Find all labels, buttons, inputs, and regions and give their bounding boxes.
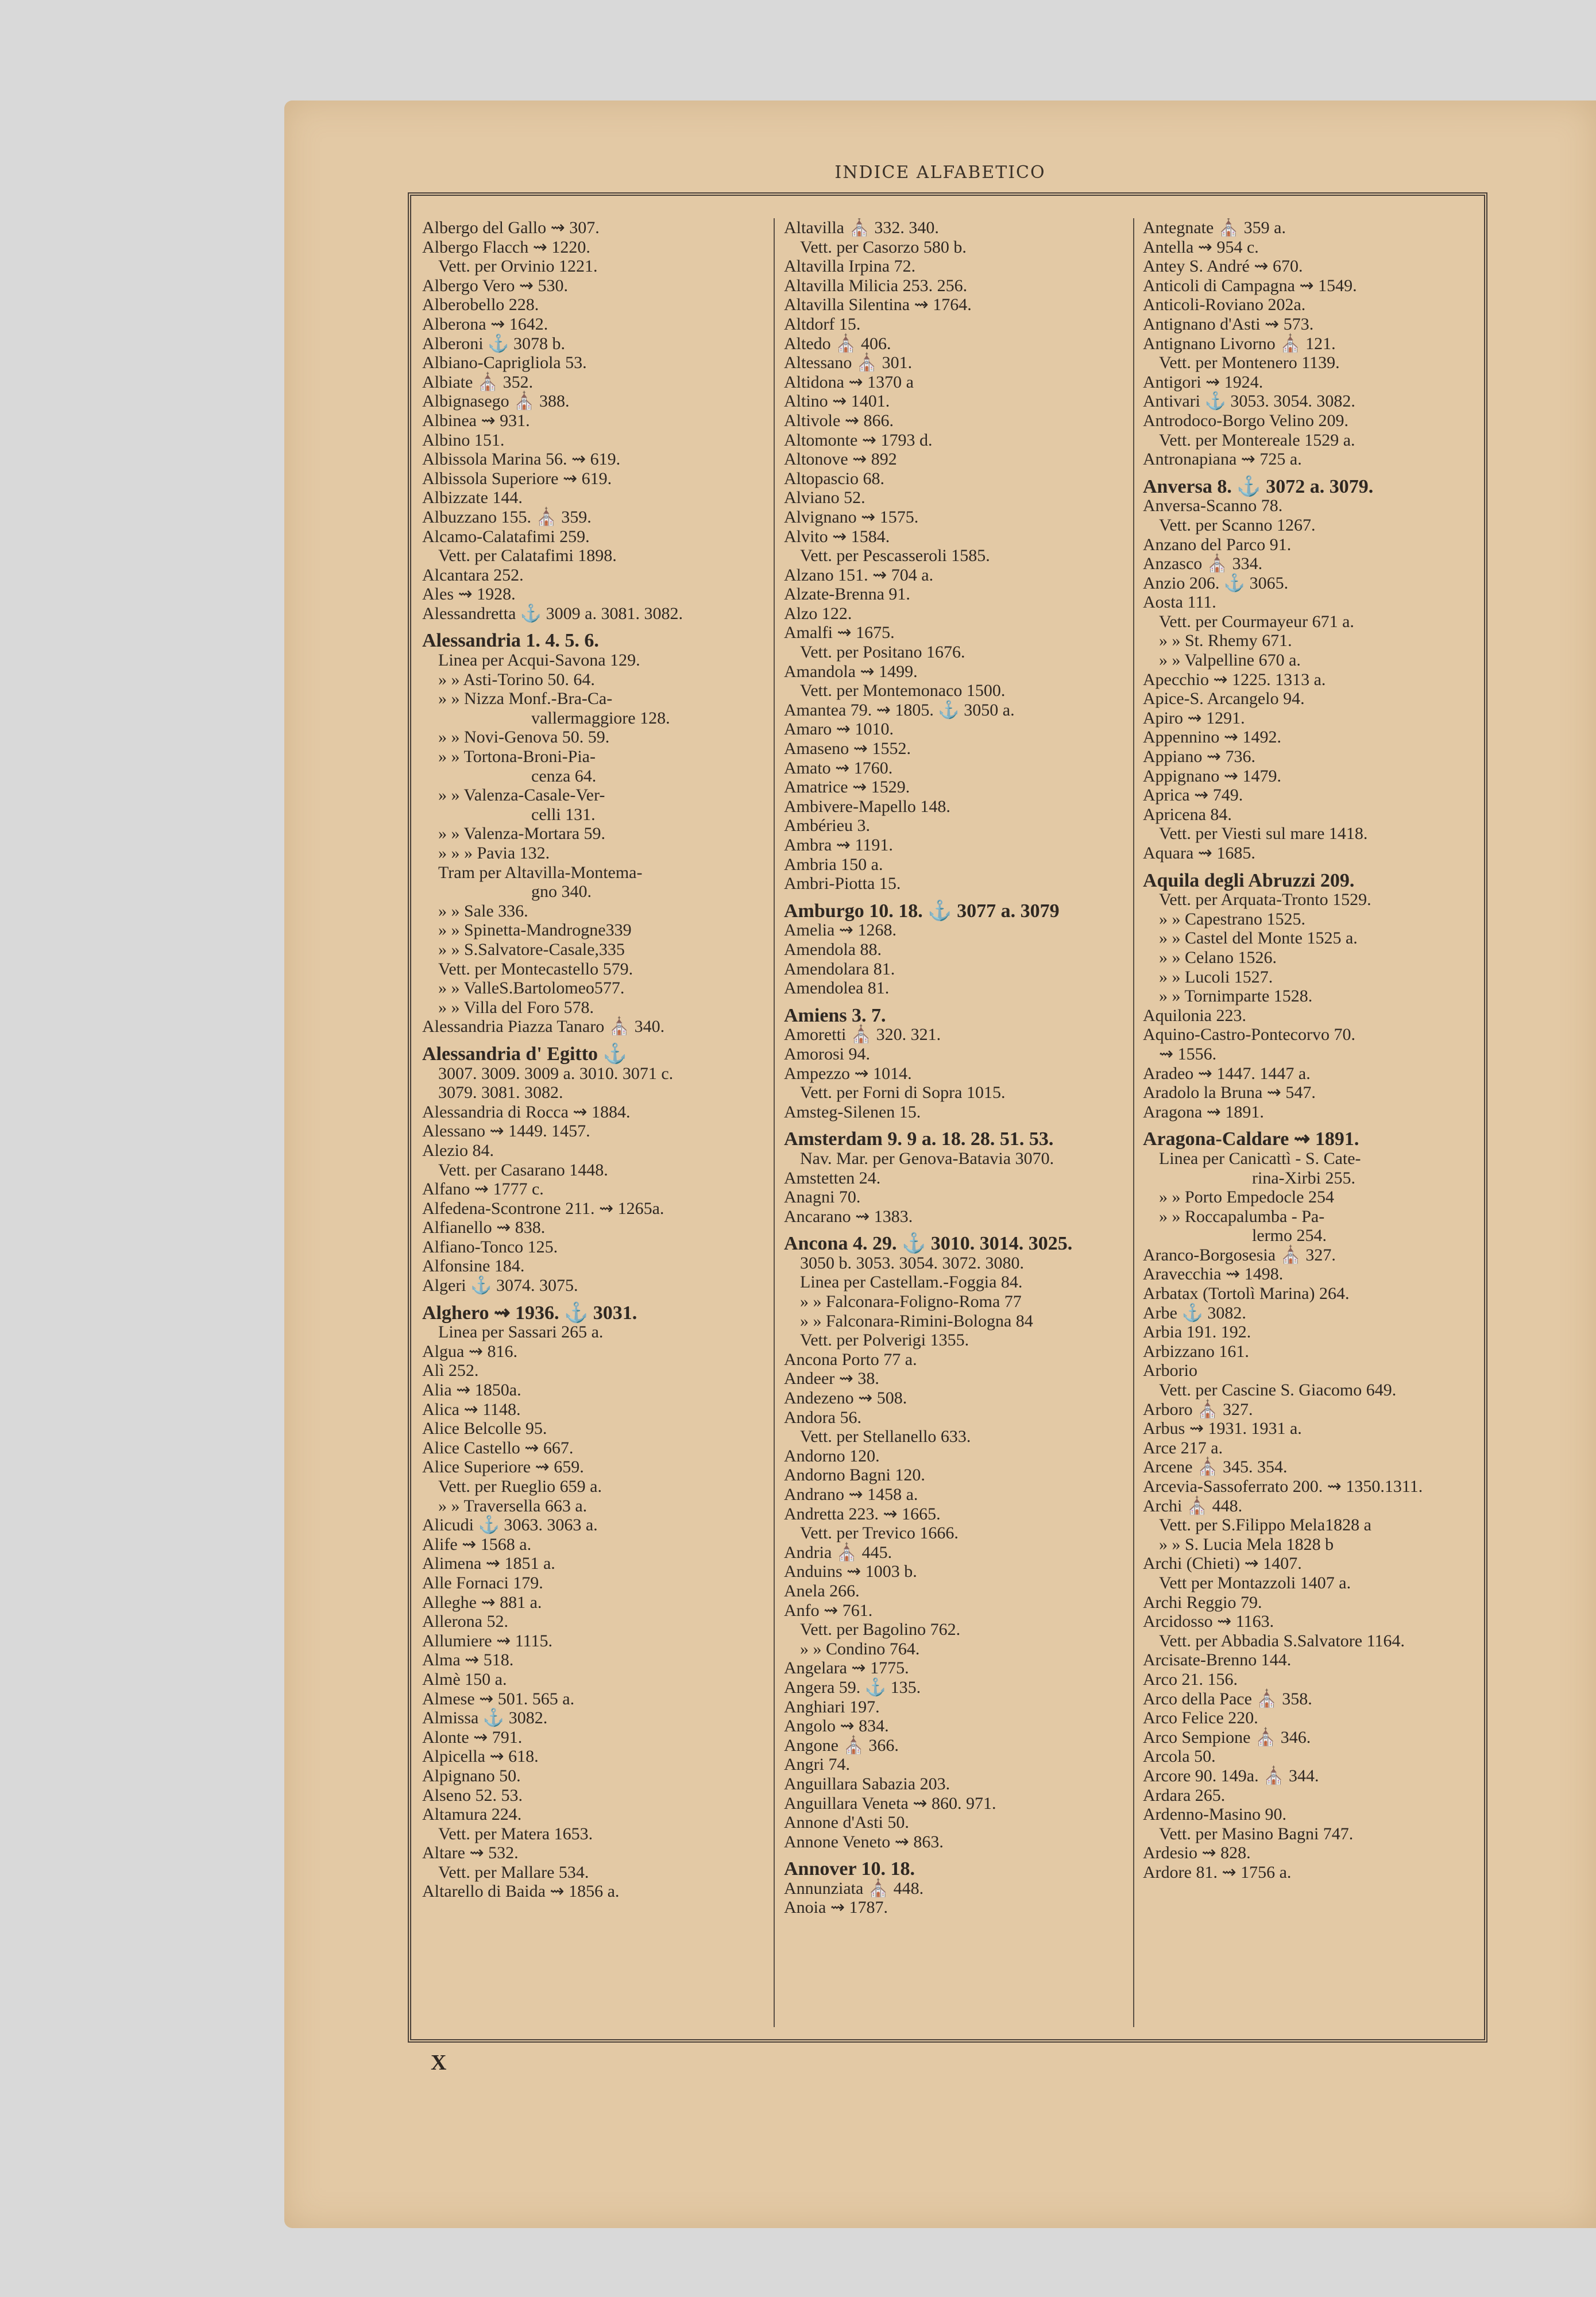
index-entry: Arco Sempione ⛪ 346.: [1143, 1727, 1311, 1747]
index-entry: Almissa ⚓ 3082.: [422, 1708, 548, 1728]
index-entry: Arcidosso ⇝ 1163.: [1143, 1612, 1274, 1631]
index-entry: Altomonte ⇝ 1793 d.: [784, 430, 933, 450]
index-entry: Alfedena-Scontrone 211. ⇝ 1265a.: [422, 1198, 664, 1218]
index-entry: Altdorf 15.: [784, 314, 861, 334]
index-entry: Alì 252.: [422, 1361, 479, 1380]
index-entry: Alseno 52. 53.: [422, 1785, 523, 1805]
index-entry: Vett. per Masino Bagni 747.: [1159, 1824, 1354, 1843]
index-entry: Archi (Chieti) ⇝ 1407.: [1143, 1554, 1302, 1573]
index-entry: » » Sale 336.: [438, 901, 528, 921]
index-entry: Angri 74.: [784, 1755, 850, 1774]
index-entry: » » Falconara-Rimini-Bologna 84: [800, 1311, 1033, 1331]
index-entry: Vett. per S.Filippo Mela1828 a: [1159, 1515, 1371, 1535]
index-entry: Ambri-Piotta 15.: [784, 874, 901, 894]
index-entry: » » Nizza Monf.-Bra-Ca-: [438, 689, 613, 709]
index-entry: Anticoli di Campagna ⇝ 1549.: [1143, 276, 1357, 295]
index-entry: Alvignano ⇝ 1575.: [784, 507, 919, 527]
index-entry: Amoretti ⛪ 320. 321.: [784, 1025, 941, 1045]
index-entry: Alfiano-Tonco 125.: [422, 1237, 558, 1256]
index-entry: Amendolea 81.: [784, 979, 890, 998]
index-entry: Vett. per Mallare 534.: [438, 1862, 589, 1882]
index-entry: Alessano ⇝ 1449. 1457.: [422, 1122, 590, 1141]
index-entry: Linea per Castellam.-Foggia 84.: [800, 1273, 1023, 1292]
index-entry: » » » Pavia 132.: [438, 844, 550, 863]
index-entry: Arbizzano 161.: [1143, 1341, 1249, 1361]
index-entry: Vett. per Montereale 1529 a.: [1159, 430, 1355, 450]
index-entry: Aradeo ⇝ 1447. 1447 a.: [1143, 1064, 1311, 1083]
index-entry: Aranco-Borgosesia ⛪ 327.: [1143, 1245, 1336, 1264]
index-entry: Tram per Altavilla-Montema-: [438, 863, 643, 882]
index-entry: Alberoni ⚓ 3078 b.: [422, 334, 565, 353]
index-entry: rina-Xirbi 255.: [1252, 1168, 1355, 1188]
index-entry: Amburgo 10. 18. ⚓ 3077 a. 3079: [784, 900, 1060, 922]
column-divider: [1133, 218, 1134, 2027]
index-entry: Alessandria 1. 4. 5. 6.: [422, 630, 599, 652]
index-entry: » » Tornimparte 1528.: [1159, 987, 1313, 1006]
index-entry: Alife ⇝ 1568 a.: [422, 1534, 532, 1554]
index-entry: » » Villa del Foro 578.: [438, 997, 594, 1017]
index-entry: » » S. Lucia Mela 1828 b: [1159, 1534, 1334, 1554]
index-entry: Arbia 191. 192.: [1143, 1322, 1251, 1342]
index-entry: » » Condino 764.: [800, 1639, 920, 1658]
index-entry: Anela 266.: [784, 1581, 860, 1600]
index-entry: Altedo ⛪ 406.: [784, 334, 891, 353]
index-entry: Vett. per Montenero 1139.: [1159, 353, 1340, 373]
index-entry: Altavilla Silentina ⇝ 1764.: [784, 295, 972, 315]
index-entry: cenza 64.: [531, 766, 597, 786]
index-entry: Alpignano 50.: [422, 1766, 521, 1785]
index-entry: Appignano ⇝ 1479.: [1143, 766, 1281, 786]
index-entry: » » Valenza-Casale-Ver-: [438, 786, 605, 805]
index-entry: Albiano-Caprigliola 53.: [422, 353, 587, 373]
index-entry: Vett. per Trevico 1666.: [800, 1523, 959, 1543]
index-entry: Andria ⛪ 445.: [784, 1542, 892, 1562]
index-entry: Alice Superiore ⇝ 659.: [422, 1457, 584, 1477]
index-entry: Ancona Porto 77 a.: [784, 1349, 917, 1369]
index-entry: Albergo Vero ⇝ 530.: [422, 276, 569, 295]
column-divider: [774, 218, 775, 2027]
index-entry: Arbatax (Tortolì Marina) 264.: [1143, 1284, 1350, 1304]
index-entry: Vett. per Stellanello 633.: [800, 1427, 971, 1447]
index-entry: Annover 10. 18.: [784, 1858, 915, 1880]
index-entry: Altare ⇝ 532.: [422, 1843, 519, 1863]
index-entry: Aquino-Castro-Pontecorvo 70.: [1143, 1025, 1355, 1045]
index-entry: Andretta 223. ⇝ 1665.: [784, 1504, 941, 1523]
index-entry: Alice Castello ⇝ 667.: [422, 1438, 574, 1457]
index-entry: Andrano ⇝ 1458 a.: [784, 1485, 918, 1504]
index-entry: Amorosi 94.: [784, 1044, 870, 1064]
index-entry: Antey S. André ⇝ 670.: [1143, 257, 1303, 276]
index-entry: Linea per Acqui-Savona 129.: [438, 651, 640, 670]
index-entry: Algeri ⚓ 3074. 3075.: [422, 1276, 578, 1296]
index-entry: Altavilla Irpina 72.: [784, 257, 916, 276]
index-entry: Andorno Bagni 120.: [784, 1465, 925, 1485]
index-entry: Allerona 52.: [422, 1612, 508, 1631]
index-entry: Antignano Livorno ⛪ 121.: [1143, 334, 1336, 353]
index-entry: Arco Felice 220.: [1143, 1708, 1258, 1728]
index-entry: Arcore 90. 149a. ⛪ 344.: [1143, 1766, 1319, 1785]
index-entry: Vett. per Scanno 1267.: [1159, 515, 1316, 535]
index-entry: Aquilonia 223.: [1143, 1006, 1246, 1025]
index-entry: Amandola ⇝ 1499.: [784, 662, 918, 681]
index-entry: Vett. per Montemonaco 1500.: [800, 681, 1006, 701]
index-entry: Albuzzano 155. ⛪ 359.: [422, 507, 592, 527]
index-entry: Ancarano ⇝ 1383.: [784, 1206, 913, 1226]
index-entry: Arcene ⛪ 345. 354.: [1143, 1457, 1288, 1477]
index-entry: Anghiari 197.: [784, 1697, 880, 1716]
index-entry: Albino 151.: [422, 430, 505, 450]
index-entry: Anguillara Sabazia 203.: [784, 1774, 950, 1793]
index-entry: » » Lucoli 1527.: [1159, 967, 1273, 987]
index-entry: Alfonsine 184.: [422, 1256, 525, 1276]
index-column-3: [1143, 218, 1487, 2027]
index-entry: Alle Fornaci 179.: [422, 1573, 543, 1592]
index-entry: Ardenno-Masino 90.: [1143, 1805, 1286, 1824]
index-entry: Arcisate-Brenno 144.: [1143, 1650, 1292, 1670]
index-entry: Albignasego ⛪ 388.: [422, 392, 570, 411]
index-entry: Alpicella ⇝ 618.: [422, 1747, 539, 1766]
index-entry: Alzate-Brenna 91.: [784, 585, 910, 604]
index-entry: Almè 150 a.: [422, 1669, 507, 1689]
index-entry: Angolo ⇝ 834.: [784, 1716, 889, 1736]
index-entry: Arco 21. 156.: [1143, 1669, 1238, 1689]
index-entry: Alcantara 252.: [422, 565, 524, 585]
index-entry: Amiens 3. 7.: [784, 1004, 886, 1026]
index-entry: Alia ⇝ 1850a.: [422, 1380, 521, 1400]
index-entry: Amato ⇝ 1760.: [784, 758, 893, 778]
index-entry: Nav. Mar. per Genova-Batavia 3070.: [800, 1148, 1054, 1168]
index-entry: Aquila degli Abruzzi 209.: [1143, 869, 1355, 891]
index-entry: Vett. per Casarano 1448.: [438, 1160, 608, 1180]
index-entry: Amendola 88.: [784, 939, 882, 959]
index-entry: Apiro ⇝ 1291.: [1143, 708, 1245, 728]
index-entry: Alonte ⇝ 791.: [422, 1727, 523, 1747]
index-entry: Arce 217 a.: [1143, 1438, 1223, 1457]
index-entry: Anzano del Parco 91.: [1143, 535, 1292, 554]
index-entry: Amaseno ⇝ 1552.: [784, 739, 911, 759]
index-entry: Arco della Pace ⛪ 358.: [1143, 1689, 1312, 1708]
index-entry: Vett. per Casorzo 580 b.: [800, 237, 967, 257]
index-entry: Alleghe ⇝ 881 a.: [422, 1592, 542, 1612]
index-entry: Antivari ⚓ 3053. 3054. 3082.: [1143, 392, 1355, 411]
index-entry: » » Valenza-Mortara 59.: [438, 824, 606, 844]
page-folio: X: [431, 2051, 447, 2075]
index-entry: Anticoli-Roviano 202a.: [1143, 295, 1306, 315]
index-entry: Aosta 111.: [1143, 593, 1216, 612]
index-entry: Vett. per Forni di Sopra 1015.: [800, 1083, 1006, 1103]
index-entry: Alfano ⇝ 1777 c.: [422, 1180, 544, 1199]
index-entry: Amantea 79. ⇝ 1805. ⚓ 3050 a.: [784, 700, 1015, 720]
index-entry: Alberobello 228.: [422, 295, 539, 315]
index-entry: lermo 254.: [1252, 1226, 1327, 1246]
index-column-2: [784, 218, 1129, 2027]
index-entry: Vett. per Polverigi 1355.: [800, 1331, 969, 1350]
index-entry: Alfianello ⇝ 838.: [422, 1218, 546, 1238]
index-entry: Antronapiana ⇝ 725 a.: [1143, 450, 1302, 469]
index-entry: Anoia ⇝ 1787.: [784, 1898, 888, 1917]
index-entry: Arboro ⛪ 327.: [1143, 1399, 1253, 1419]
index-entry: Amendolara 81.: [784, 959, 895, 979]
index-entry: Alzo 122.: [784, 604, 852, 623]
index-entry: Aragona-Caldare ⇝ 1891.: [1143, 1128, 1359, 1150]
index-entry: Altonove ⇝ 892: [784, 450, 897, 469]
index-entry: Altopascio 68.: [784, 469, 884, 488]
index-entry: Aravecchia ⇝ 1498.: [1143, 1264, 1284, 1284]
index-entry: Amatrice ⇝ 1529.: [784, 778, 910, 797]
index-entry: gno 340.: [531, 882, 592, 902]
index-entry: Andorno 120.: [784, 1446, 880, 1465]
index-entry: Ardara 265.: [1143, 1785, 1226, 1805]
index-entry: » » Castel del Monte 1525 a.: [1159, 929, 1358, 948]
index-entry: Vett. per Courmayeur 671 a.: [1159, 612, 1354, 631]
index-entry: Ardesio ⇝ 828.: [1143, 1843, 1251, 1863]
index-entry: Vett. per Rueglio 659 a.: [438, 1477, 602, 1496]
index-entry: Apice-S. Arcangelo 94.: [1143, 689, 1305, 709]
index-entry: Angelara ⇝ 1775.: [784, 1658, 909, 1678]
index-entry: » » Spinetta-Mandrogne339: [438, 921, 632, 940]
index-entry: Almese ⇝ 501. 565 a.: [422, 1689, 575, 1708]
index-entry: Antrodoco-Borgo Velino 209.: [1143, 411, 1349, 430]
index-entry: » » Novi-Genova 50. 59.: [438, 728, 610, 747]
index-entry: » » Porto Empedocle 254: [1159, 1188, 1334, 1207]
index-entry: Ambérieu 3.: [784, 816, 870, 836]
index-entry: Andora 56.: [784, 1407, 861, 1427]
index-entry: Alessandria di Rocca ⇝ 1884.: [422, 1102, 631, 1122]
index-entry: Annone d'Asti 50.: [784, 1813, 909, 1832]
index-entry: Vett. per Arquata-Tronto 1529.: [1159, 890, 1371, 910]
index-entry: Albizzate 144.: [422, 488, 523, 508]
index-entry: Ampezzo ⇝ 1014.: [784, 1064, 912, 1083]
index-entry: » » Tortona-Broni-Pia-: [438, 747, 596, 767]
index-entry: Archi ⛪ 448.: [1143, 1496, 1243, 1515]
index-entry: Linea per Sassari 265 a.: [438, 1322, 604, 1342]
index-entry: Algua ⇝ 816.: [422, 1341, 517, 1361]
index-entry: Alessandria Piazza Tanaro ⛪ 340.: [422, 1017, 665, 1037]
index-entry: Aragona ⇝ 1891.: [1143, 1102, 1264, 1122]
index-entry: Arbe ⚓ 3082.: [1143, 1303, 1246, 1322]
index-entry: Alghero ⇝ 1936. ⚓ 3031.: [422, 1302, 637, 1324]
index-entry: Albissola Superiore ⇝ 619.: [422, 469, 612, 488]
index-entry: Appiano ⇝ 736.: [1143, 747, 1255, 767]
index-entry: Alezio 84.: [422, 1140, 494, 1160]
index-entry: Anzio 206. ⚓ 3065.: [1143, 573, 1289, 593]
index-entry: 3050 b. 3053. 3054. 3072. 3080.: [800, 1253, 1024, 1273]
index-entry: Albinea ⇝ 931.: [422, 411, 530, 430]
index-entry: Altarello di Baida ⇝ 1856 a.: [422, 1882, 620, 1901]
index-entry: Amstetten 24.: [784, 1168, 881, 1188]
index-entry: » » Asti-Torino 50. 64.: [438, 670, 595, 689]
index-entry: Altidona ⇝ 1370 a: [784, 372, 914, 392]
index-entry: Alica ⇝ 1148.: [422, 1399, 521, 1419]
index-entry: Apecchio ⇝ 1225. 1313 a.: [1143, 670, 1326, 689]
index-entry: Altivole ⇝ 866.: [784, 411, 894, 430]
index-entry: Altavilla Milicia 253. 256.: [784, 276, 968, 295]
index-entry: Amsteg-Silenen 15.: [784, 1102, 921, 1122]
index-entry: Alviano 52.: [784, 488, 865, 508]
index-entry: Aradolo la Bruna ⇝ 547.: [1143, 1083, 1316, 1103]
index-entry: Archi Reggio 79.: [1143, 1592, 1262, 1612]
index-entry: Altamura 224.: [422, 1805, 522, 1824]
index-entry: Alma ⇝ 518.: [422, 1650, 514, 1670]
book-page: [284, 100, 1596, 2228]
index-entry: Ambivere-Mapello 148.: [784, 796, 950, 816]
index-entry: Appennino ⇝ 1492.: [1143, 728, 1281, 747]
index-entry: Anguillara Veneta ⇝ 860. 971.: [784, 1793, 996, 1813]
index-entry: Altessano ⛪ 301.: [784, 353, 913, 373]
index-entry: » » Valpelline 670 a.: [1159, 651, 1301, 670]
index-entry: Ales ⇝ 1928.: [422, 585, 516, 604]
index-column-1: [422, 218, 767, 2027]
index-entry: Angera 59. ⚓ 135.: [784, 1677, 921, 1697]
index-entry: celli 131.: [531, 805, 596, 824]
index-entry: Anversa 8. ⚓ 3072 a. 3079.: [1143, 475, 1374, 497]
index-entry: Vett. per Calatafimi 1898.: [438, 546, 617, 566]
index-entry: Vett. per Bagolino 762.: [800, 1620, 961, 1639]
index-entry: Allumiere ⇝ 1115.: [422, 1631, 553, 1650]
index-entry: 3079. 3081. 3082.: [438, 1083, 563, 1103]
index-entry: Anagni 70.: [784, 1188, 861, 1207]
index-entry: Apricena 84.: [1143, 805, 1232, 824]
index-entry: Vett. per Montecastello 579.: [438, 959, 633, 979]
index-entry: Anduins ⇝ 1003 b.: [784, 1562, 917, 1581]
index-entry: Antella ⇝ 954 c.: [1143, 237, 1259, 257]
index-entry: Altino ⇝ 1401.: [784, 392, 890, 411]
index-entry: » » ValleS.Bartolomeo577.: [438, 979, 625, 998]
index-entry: Amelia ⇝ 1268.: [784, 921, 896, 940]
index-entry: Ardore 81. ⇝ 1756 a.: [1143, 1862, 1292, 1882]
index-entry: Alzano 151. ⇝ 704 a.: [784, 565, 934, 585]
index-entry: Antignano d'Asti ⇝ 573.: [1143, 314, 1314, 334]
index-entry: Alvito ⇝ 1584.: [784, 527, 890, 546]
index-entry: Vett per Montazzoli 1407 a.: [1159, 1573, 1351, 1592]
index-entry: Anfo ⇝ 761.: [784, 1600, 873, 1620]
index-entry: » » Roccapalumba - Pa-: [1159, 1206, 1325, 1226]
index-entry: Amsterdam 9. 9 a. 18. 28. 51. 53.: [784, 1128, 1054, 1150]
index-entry: Arborio: [1143, 1361, 1197, 1380]
index-entry: Alcamo-Calatafimi 259.: [422, 527, 590, 546]
index-entry: Amalfi ⇝ 1675.: [784, 623, 895, 643]
index-entry: Alessandretta ⚓ 3009 a. 3081. 3082.: [422, 604, 683, 623]
index-entry: Andezeno ⇝ 508.: [784, 1389, 907, 1408]
index-entry: Arbus ⇝ 1931. 1931 a.: [1143, 1419, 1302, 1438]
index-entry: Annone Veneto ⇝ 863.: [784, 1832, 944, 1851]
index-entry: Annunziata ⛪ 448.: [784, 1878, 924, 1898]
index-entry: Albissola Marina 56. ⇝ 619.: [422, 450, 621, 469]
index-entry: Amaro ⇝ 1010.: [784, 720, 894, 739]
index-entry: Anzasco ⛪ 334.: [1143, 554, 1263, 574]
index-entry: » » Celano 1526.: [1159, 948, 1277, 967]
index-entry: Ambria 150 a.: [784, 854, 883, 874]
index-entry: Arcevia-Sassoferrato 200. ⇝ 1350.1311.: [1143, 1477, 1423, 1496]
index-entry: vallermaggiore 128.: [531, 708, 670, 728]
index-entry: Antigori ⇝ 1924.: [1143, 372, 1263, 392]
index-entry: Vett. per Abbadia S.Salvatore 1164.: [1159, 1631, 1405, 1650]
index-entry: Antegnate ⛪ 359 a.: [1143, 218, 1286, 237]
index-entry: Vett. per Orvinio 1221.: [438, 257, 598, 276]
index-entry: Vett. per Viesti sul mare 1418.: [1159, 824, 1368, 844]
index-entry: » » Capestrano 1525.: [1159, 909, 1305, 929]
index-entry: Albergo del Gallo ⇝ 307.: [422, 218, 600, 237]
index-entry: Ambra ⇝ 1191.: [784, 836, 893, 854]
index-entry: Albergo Flacch ⇝ 1220.: [422, 237, 590, 257]
index-entry: Aprica ⇝ 749.: [1143, 786, 1243, 805]
index-entry: » » Falconara-Foligno-Roma 77: [800, 1292, 1022, 1312]
index-entry: » » St. Rhemy 671.: [1159, 631, 1292, 651]
index-entry: Alessandria d' Egitto ⚓: [422, 1043, 627, 1065]
index-entry: ⇝ 1556.: [1159, 1044, 1217, 1064]
index-entry: Anversa-Scanno 78.: [1143, 496, 1283, 516]
index-entry: » » Traversella 663 a.: [438, 1496, 588, 1515]
index-entry: Vett. per Matera 1653.: [438, 1824, 593, 1843]
index-entry: » » S.Salvatore-Casale,335: [438, 939, 625, 959]
index-entry: Alimena ⇝ 1851 a.: [422, 1554, 555, 1573]
index-entry: Vett. per Pescasseroli 1585.: [800, 546, 990, 566]
index-entry: Altavilla ⛪ 332. 340.: [784, 218, 939, 237]
index-entry: Alice Belcolle 95.: [422, 1419, 547, 1438]
index-entry: Vett. per Positano 1676.: [800, 643, 965, 662]
index-entry: Linea per Canicattì - S. Cate-: [1159, 1148, 1361, 1168]
index-entry: Andeer ⇝ 38.: [784, 1369, 879, 1389]
index-entry: Ancona 4. 29. ⚓ 3010. 3014. 3025.: [784, 1233, 1073, 1255]
page-header: INDICE ALFABETICO: [834, 163, 1046, 183]
index-entry: Vett. per Cascine S. Giacomo 649.: [1159, 1380, 1397, 1400]
index-entry: Arcola 50.: [1143, 1747, 1216, 1766]
index-entry: Albiate ⛪ 352.: [422, 372, 534, 392]
index-entry: Alicudi ⚓ 3063. 3063 a.: [422, 1515, 598, 1535]
index-entry: 3007. 3009. 3009 a. 3010. 3071 c.: [438, 1064, 674, 1083]
index-entry: Angone ⛪ 366.: [784, 1735, 899, 1755]
index-entry: Alberona ⇝ 1642.: [422, 314, 548, 334]
index-entry: Aquara ⇝ 1685.: [1143, 844, 1255, 863]
